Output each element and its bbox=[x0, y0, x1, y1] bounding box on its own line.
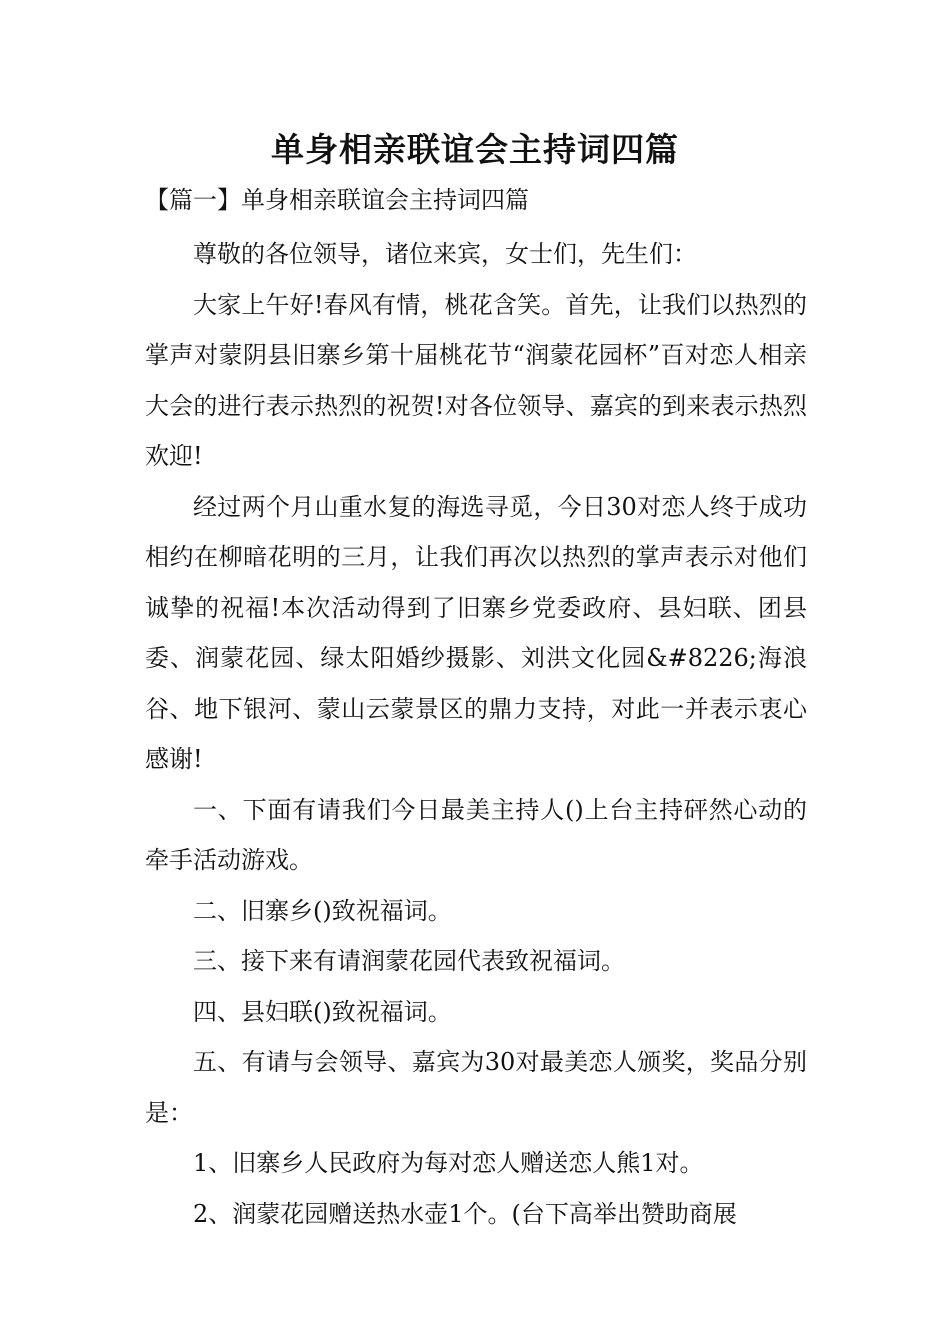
paragraph-opening: 大家上午好!春风有情，桃花含笑。首先，让我们以热烈的掌声对蒙阴县旧寨乡第十届桃花节“润蒙花园杯”百对恋人相亲大会的进行表示热烈的祝贺!对各位领导、嘉宾的到来表示热烈欢迎! bbox=[145, 290, 807, 470]
section-heading: 【篇一】单身相亲联谊会主持词四篇 bbox=[145, 186, 529, 214]
paragraph-item-4: 四、县妇联()致祝福词。 bbox=[193, 997, 452, 1026]
paragraph-item-5: 五、有请与会领导、嘉宾为30对最美恋人颁奖，奖品分别是： bbox=[145, 1048, 807, 1127]
paragraph-thanks: 经过两个月山重水复的海选寻觅，今日30对恋人终于成功相约在柳暗花明的三月，让我们再次以热烈的掌声表示对他们诚挚的祝福!本次活动得到了旧寨乡党委政府、县妇联、团县委、润蒙花园、绿太阳婚纱摄影、刘洪文化园&#8226;海浪谷、地下银河、蒙山云蒙景区的鼎力支持，对此一并表示衷心感谢! bbox=[145, 492, 807, 773]
document-body bbox=[145, 229, 807, 1239]
document-title: 单身相亲联谊会主持词四篇 bbox=[271, 130, 679, 169]
paragraph-item-1: 一、下面有请我们今日最美主持人()上台主持砰然心动的牵手活动游戏。 bbox=[145, 795, 807, 874]
paragraph-item-2: 二、旧寨乡()致祝福词。 bbox=[193, 896, 452, 925]
paragraph-item-3: 三、接下来有请润蒙花园代表致祝福词。 bbox=[193, 947, 625, 975]
paragraph-greeting: 尊敬的各位领导，诸位来宾，女士们，先生们： bbox=[193, 240, 697, 268]
paragraph-prize-1: 1、旧寨乡人民政府为每对恋人赠送恋人熊1对。 bbox=[193, 1149, 704, 1177]
paragraph-prize-2: 2、润蒙花园赠送热水壶1个。(台下高举出赞助商展 bbox=[193, 1199, 737, 1228]
